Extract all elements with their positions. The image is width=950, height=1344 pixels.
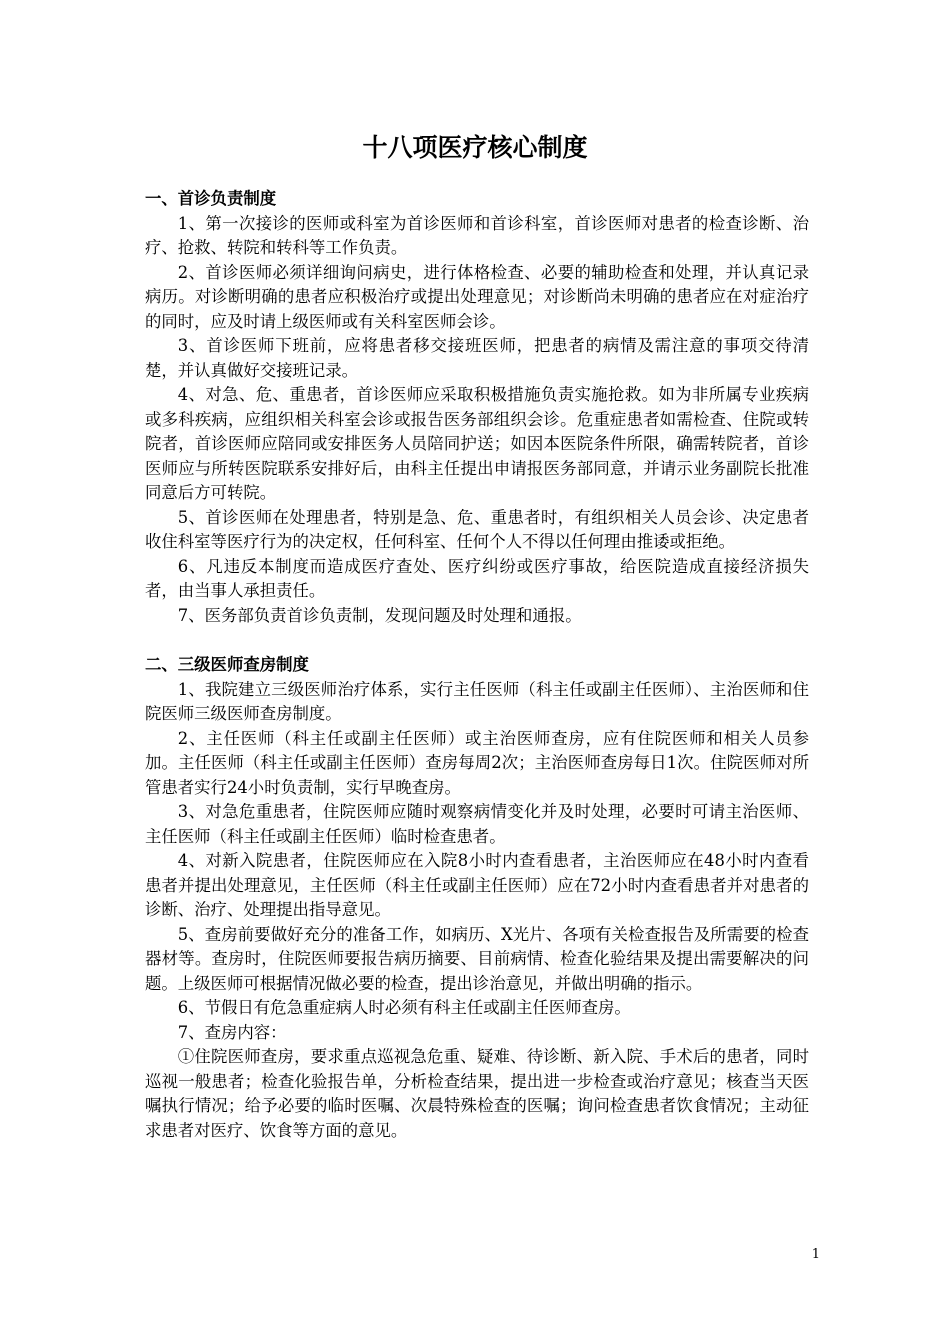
section-heading: 一、首诊负责制度 <box>145 189 277 208</box>
paragraph: 3、对急危重患者，住院医师应随时观察病情变化并及时处理，必要时可请主治医师、主任医师（科主任或副主任医师）临时检查患者。 <box>145 802 809 846</box>
paragraph: 4、对新入院患者，住院医师应在入院8小时内查看患者，主治医师应在48小时内查看患者并提出处理意见，主任医师（科主任或副主任医师）应在72小时内查看患者并对患者的诊断、治疗、处理提出指导意见。 <box>145 851 809 919</box>
section-heading: 二、三级医师查房制度 <box>145 655 309 674</box>
paragraph: 6、节假日有危急重症病人时必须有科主任或副主任医师查房。 <box>177 998 631 1017</box>
section-first-visit-responsibility <box>145 187 809 628</box>
document-title: 十八项医疗核心制度 <box>362 133 588 162</box>
paragraph: ①住院医师查房，要求重点巡视急危重、疑难、待诊断、新入院、手术后的患者，同时巡视一般患者；检查化验报告单，分析检查结果，提出进一步检查或治疗意见；核查当天医嘱执行情况；给予必要的临时医嘱、次晨特殊检查的医嘱；询问检查患者饮食情况；主动征求患者对医疗、饮食等方面的意见。 <box>145 1047 809 1140</box>
document-body <box>145 187 809 1143</box>
paragraph: 2、主任医师（科主任或副主任医师）或主治医师查房，应有住院医师和相关人员参加。主任医师（科主任或副主任医师）查房每周2次；主治医师查房每日1次。住院医师对所管患者实行24小时负责制，实行早晚查房。 <box>145 728 809 797</box>
section-spacer <box>145 628 809 653</box>
paragraph: 5、查房前要做好充分的准备工作，如病历、X光片、各项有关检查报告及所需要的检查器材等。查房时，住院医师要报告病历摘要、目前病情、检查化验结果及提出需要解决的问题。上级医师可根据情况做必要的检查，提出诊治意见，并做出明确的指示。 <box>145 924 809 993</box>
paragraph: 5、首诊医师在处理患者，特别是急、危、重患者时，有组织相关人员会诊、决定患者收住科室等医疗行为的决定权，任何科室、任何个人不得以任何理由推诿或拒绝。 <box>145 507 809 551</box>
paragraph: 6、凡违反本制度而造成医疗查处、医疗纠纷或医疗事故，给医院造成直接经济损失者，由当事人承担责任。 <box>145 556 809 600</box>
paragraph: 7、查房内容： <box>177 1022 287 1042</box>
section-three-level-ward-rounds <box>145 653 809 1143</box>
paragraph: 7、医务部负责首诊负责制，发现问题及时处理和通报。 <box>177 605 582 625</box>
paragraph: 1、我院建立三级医师治疗体系，实行主任医师（科主任或副主任医师）、主治医师和住院医师三级医师查房制度。 <box>145 679 809 723</box>
paragraph: 3、首诊医师下班前，应将患者移交接班医师，把患者的病情及需注意的事项交待清楚，并认真做好交接班记录。 <box>145 336 809 380</box>
paragraph: 1、第一次接诊的医师或科室为首诊医师和首诊科室，首诊医师对患者的检查诊断、治疗、抢救、转院和转科等工作负责。 <box>145 213 809 257</box>
page-number: 1 <box>811 1247 820 1262</box>
paragraph: 2、首诊医师必须详细询问病史，进行体格检查、必要的辅助检查和处理，并认真记录病历。对诊断明确的患者应积极治疗或提出处理意见；对诊断尚未明确的患者应在对症治疗的同时，应及时请上级医师或有关科室医师会诊。 <box>145 262 809 331</box>
paragraph: 4、对急、危、重患者，首诊医师应采取积极措施负责实施抢救。如为非所属专业疾病或多科疾病，应组织相关科室会诊或报告医务部组织会诊。危重症患者如需检查、住院或转院者，首诊医师应陪同或安排医务人员陪同护送；如因本医院条件所限，确需转院者，首诊医师应与所转医院联系安排好后，由科主任提出申请报医务部同意，并请示业务副院长批准同意后方可转院。 <box>145 385 809 502</box>
